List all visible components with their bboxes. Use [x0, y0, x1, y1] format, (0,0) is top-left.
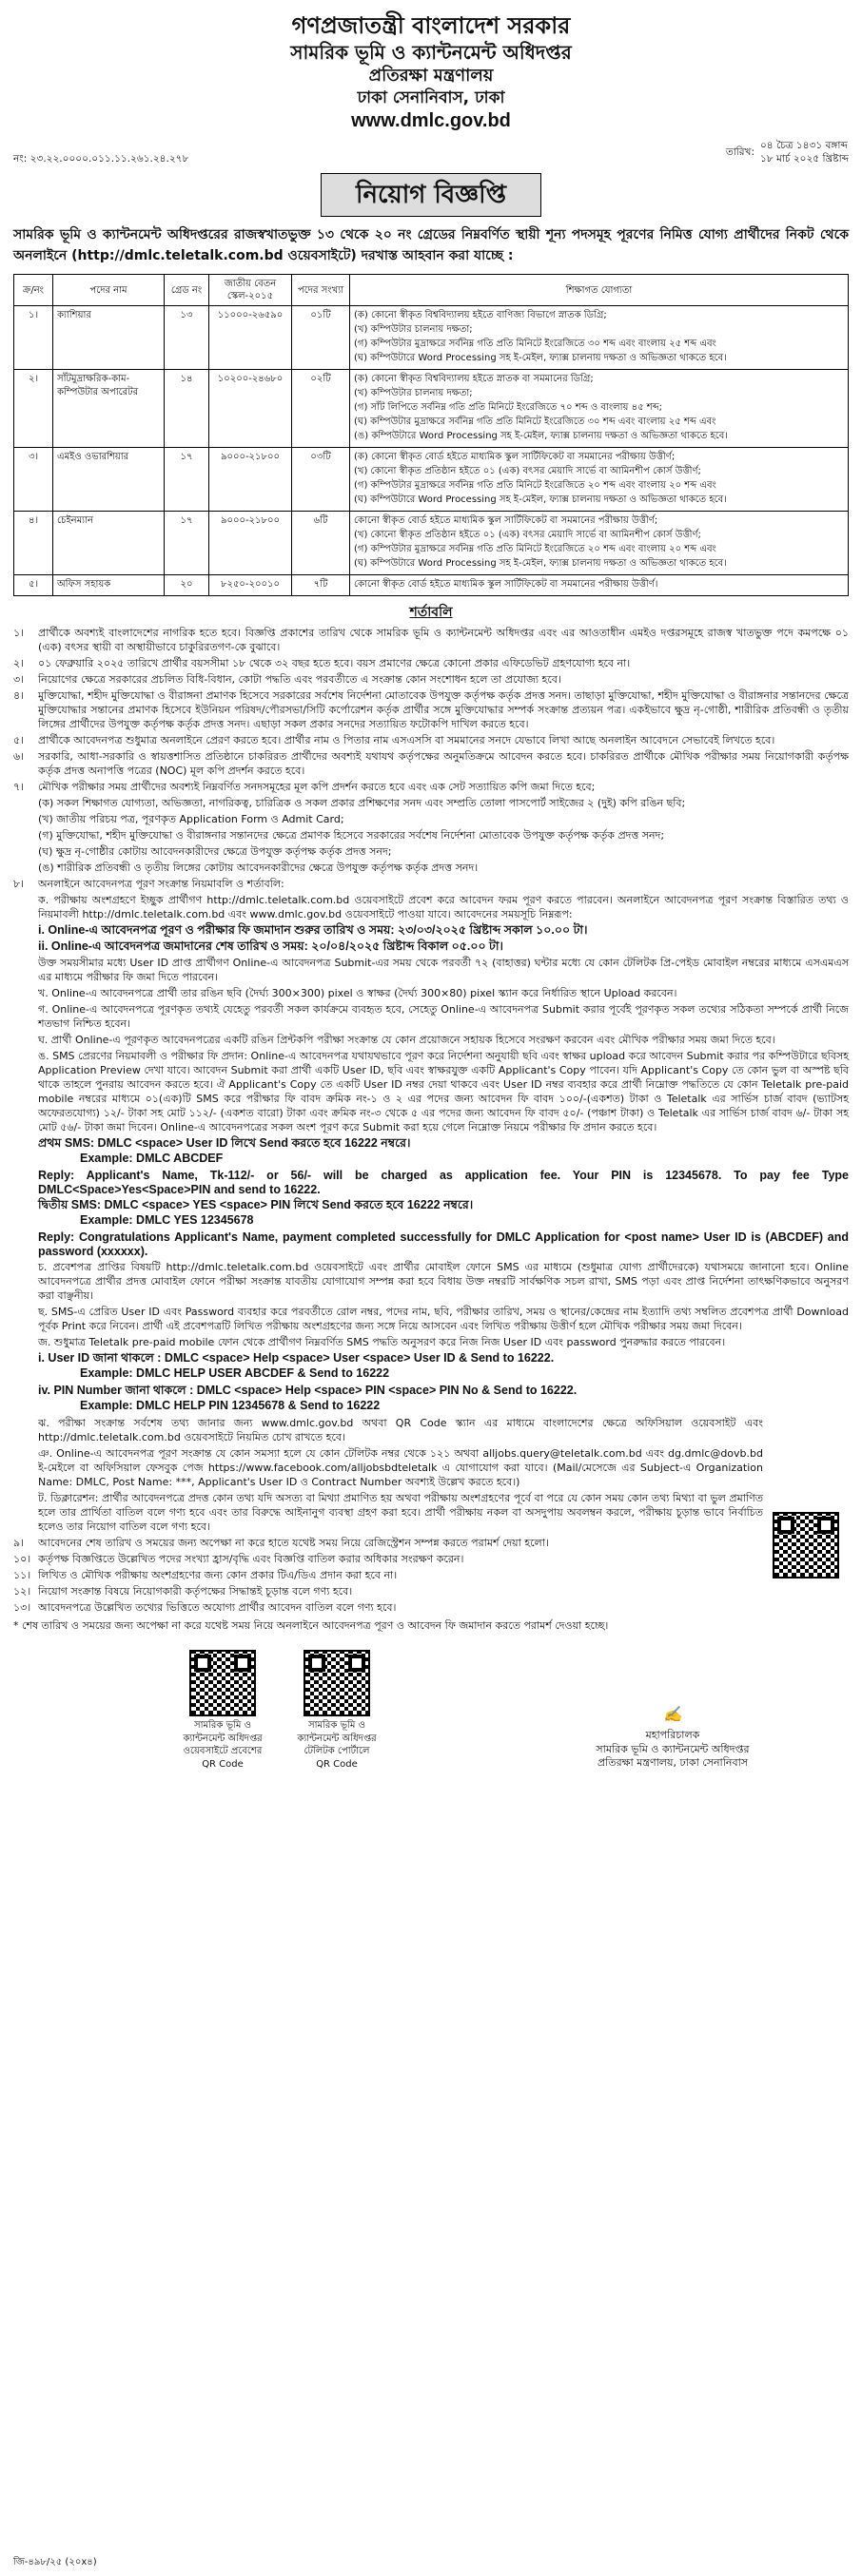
- help-user-example: Example: DMLC HELP USER ABCDEF & Send to 16222: [80, 1366, 390, 1381]
- term8-i: i. Online-এ আবেদনপত্র পূরণ ও পরীক্ষার ফি জমাদান শুরুর তারিখ ও সময়: ২৩/০৩/২০২৫ খ্রিষ্টাব্দ সকাল ১০.০০ টা।: [38, 923, 588, 938]
- header: [13, 11, 849, 133]
- cell-qualification: [350, 370, 849, 448]
- date-gregorian: ১৮ মার্চ ২০২৫ খ্রিষ্টাব্দ: [759, 153, 849, 165]
- cell-scale: ৯০০০-২১৮০০: [209, 512, 292, 575]
- qualification-item: (খ) কম্পিউটার চালনায় দক্ষতা;: [354, 388, 473, 399]
- sms-second: দ্বিতীয় SMS: DMLC <space> YES <space> PIN লিখে Send করতে হবে 16222 নম্বরে।: [38, 1198, 474, 1212]
- cell-serial: ৪।: [14, 512, 53, 575]
- closing-term-item: ৯। আবেদনের শেষ তারিখ ও সময়ের জন্য অপেক্ষা না করে হাতে যথেষ্ট সময় নিয়ে রেজিস্ট্রেশন সম্পন্ন করতে পরামর্শ দেয়া হলো।: [13, 1537, 549, 1550]
- qualification-item: (ঘ) কম্পিউটারে Word Processing সহ ই-মেইল, ফ্যাক্স চালনায় দক্ষতা ও অভিজ্ঞতা থাকতে হবে।: [354, 558, 727, 570]
- qr-code-icon[interactable]: [773, 1512, 839, 1579]
- sms-reply1: Reply: Applicant's Name, Tk-112/- or 56/- will be charged as application fee. Your PIN is 12345678. To pay fee Type DMLC<Space>Yes<Space>PIN and send to 16222.: [38, 1169, 849, 1197]
- qualification-item: (ঘ) কম্পিউটার মুদ্রাক্ষরে সর্বনিম্ন গতি প্রতি মিনিটে ইংরেজিতে ৩০ শব্দ এবং বাংলায় ২৫ শব্দ এবং: [354, 416, 716, 428]
- cell-post: চেইনম্যান: [53, 512, 165, 575]
- th-count: পদের সংখ্যা: [292, 275, 350, 306]
- cell-count: ৭টি: [292, 575, 350, 596]
- table-row: [14, 575, 849, 596]
- term8-c: গ. Online-এ আবেদনপত্রে পূরণকৃত তথ্যই যেহেতু পরবর্তী সকল কার্যক্রমে ব্যবহৃত হবে, সেহেতু Online-এ আবেদনপত্র Submit করার পূর্বেই পূরণকৃত সকল তথ্যের সঠিকতা সম্পর্কে প্রার্থী নিজে শতভাগ নিশ্চিত হবেন।: [38, 1003, 849, 1031]
- term-item: ৫। প্রার্থীকে আবেদনপত্র শুধুমাত্র অনলাইনে প্রেরণ করতে হবে। প্রার্থীর নাম ও পিতার নাম এসএসসি বা সমমানের সনদে যেভাবে লিখা আছে অনলাইন আবেদনে সেভাবেই লিখতে হবে।: [13, 734, 775, 747]
- date-label: তারিখ:: [725, 146, 754, 159]
- term8-b: খ. Online-এ আবেদনপত্রে প্রার্থী তার রঙিন ছবি (দৈর্ঘ্য 300×300) pixel ও স্বাক্ষর (দৈর্ঘ্য 300×80) pixel স্ক্যান করে নির্ধারিত স্থানে Upload করবেন।: [38, 987, 677, 1000]
- cell-count: ৬টি: [292, 512, 350, 575]
- cell-count: ০২টি: [292, 370, 350, 448]
- cell-post: এমইও ওভারশিয়ার: [53, 448, 165, 512]
- closing-term-item: ১১। লিখিত ও মৌখিক পরীক্ষায় অংশগ্রহণের জন্য কোন প্রকার টিএ/ডিএ প্রদান করা হবে না।: [13, 1569, 398, 1582]
- th-qualification: শিক্ষাগত যোগ্যতা: [350, 275, 849, 306]
- term-item: ২। ০১ ফেব্রুয়ারি ২০২৫ তারিখে প্রার্থীর বয়সসীমা ১৮ থেকে ৩২ বছর হতে হবে। বয়স প্রমাণের ক্ষেত্রে কোনো প্রকার এফিডেভিট গ্রহণযোগ্য হবে না।: [13, 657, 631, 670]
- cell-serial: ৩।: [14, 448, 53, 512]
- sign-dept: সামরিক ভূমি ও ক্যান্টনমেন্ট অধিদপ্তর: [596, 1742, 750, 1755]
- term7-sub-item: (ঙ) শারীরিক প্রতিবন্ধী ও তৃতীয় লিঙ্গের কোটায় আবেদনকারীদের ক্ষেত্রে উপযুক্ত কর্তৃপক্ষ কর্তৃক প্রদত্ত সনদ।: [38, 862, 479, 875]
- cell-grade: ১৭: [165, 512, 209, 575]
- sign-ministry: প্রতিরক্ষা মন্ত্রণালয়, ঢাকা সেনানিবাস: [597, 1756, 749, 1770]
- sms-first-example: Example: DMLC ABCDEF: [80, 1152, 224, 1166]
- term7-sub-item: (গ) মুক্তিযোদ্ধা, শহীদ মুক্তিযোদ্ধা ও বীরাঙ্গনার সন্তানদের ক্ষেত্রে প্রমাণক হিসেবে সরকারের সর্বশেষ নির্দেশনা মোতাবেক উপযুক্ত কর্তৃপক্ষ কর্তৃক প্রদত্ত সনদ;: [38, 829, 665, 843]
- ministry-name: প্রতিরক্ষা মন্ত্রণালয়: [368, 66, 494, 86]
- th-post: পদের নাম: [53, 275, 165, 306]
- term8-e: ঙ. SMS প্রেরণের নিয়মাবলী ও পরীক্ষার ফি প্রদান: Online-এ আবেদনপত্র যথাযথভাবে পূরণ করে নির্দেশনা অনুযায়ী ছবি এবং স্বাক্ষর upload করে আবেদন Submit করার পর কম্পিউটারে ছবিসহ Application Preview দেখা যাবে। আবেদন Submit করা প্রার্থী একটি User ID, ছবি এবং স্বাক্ষরযুক্ত একটি Applicant's Copy পাবেন। যদি Applicant's Copy তে কোন ভুল বা অস্পষ্ট ছবি থাকে তাহলে পুনরায় আবেদন করতে হবে। ঐ Applicant's Copy তে একটি User ID নম্বর দেয়া থাকবে এবং User ID নম্বর ব্যবহার করে প্রার্থী নিম্নোক্ত পদ্ধতিতে যে কোন Teletalk pre-paid mobile নম্বরের মাধ্যমে ০১(এক)টি SMS করে পরীক্ষার ফি বাবদ ক্রমিক নং-১ ও ২ এর পদের জন্য আবেদন ফি বাবদ ১০০/-(একশত) টাকা ও Teletalk এর সার্ভিস চার্জ বাবদ (ভ্যাটসহ অফেরতযোগ্য) ১২/- টাকা সহ মোট ১১২/- (একশত বারো) টাকা এবং ক্রমিক নং-৩ থেকে ৫ এর পদের জন্য আবেদন ফি বাবদ ৫০/- (পঞ্চাশ টাকা) ও Teletalk এর সার্ভিস চার্জ বাবদ ৬/- টাকা সহ মোট ৫৬/- টাকা জমা দিবেন। Online-এ আবেদনপত্রের সকল অংশ পূরণ করে Submit করা হয়ে গেলে নিম্নোক্ত নিয়মে পরীক্ষার ফি প্রদান করতে হবে।: [38, 1050, 849, 1134]
- closing-term-item: ১২। নিয়োগ সংক্রান্ত বিষয়ে নিয়োগকারী কর্তৃপক্ষের সিদ্ধান্তই চূড়ান্ত বলে গণ্য হবে।: [13, 1585, 353, 1598]
- cell-serial: ২।: [14, 370, 53, 448]
- final-note: * শেষ তারিখ ও সময়ের জন্য অপেক্ষা না করে যথেষ্ট সময় নিয়ে অনলাইনে আবেদনপত্র পূরণ ও আবেদন ফি জমাদান করতে পরামর্শ দেওয়া হচ্ছে।: [13, 1619, 609, 1633]
- term-item: ৭। মৌখিক পরীক্ষার সময় প্রার্থীদের অবশ্যই নিম্নবর্ণিত সনদসমূহের মূল কপি প্রদর্শন করতে হবে এবং এক সেট সত্যায়িত কপি জমা দিতে হবে;: [13, 781, 596, 794]
- qualification-item: (ঘ) কম্পিউটারে Word Processing সহ ই-মেইল, ফ্যাক্স চালনায় দক্ষতা ও অভিজ্ঞতা থাকতে হবে।: [354, 353, 727, 364]
- sms-second-example: Example: DMLC YES 12345678: [80, 1213, 254, 1228]
- qualification-item: (খ) কোনো স্বীকৃত প্রতিষ্ঠান হইতে ০১ (এক) বৎসর মেয়াদি সার্ভে বা আমিনশীপ কোর্স উত্তীর্ণ;: [354, 530, 701, 541]
- closing-terms: [13, 1536, 763, 1615]
- qr-block-teletalk: সামরিক ভূমি ও ক্যান্টনমেন্ট অধিদপ্তর টেলিটক পোর্টালে QR Code: [280, 1650, 394, 1771]
- qualification-item: (গ) কম্পিউটার মুদ্রাক্ষরে সর্বনিম্ন গতি প্রতি মিনিটে ইংরেজিতে ২০ শব্দ এবং বাংলায় ২০ শব্দ এবং: [354, 544, 716, 555]
- qualification-item: (খ) কোনো স্বীকৃত প্রতিষ্ঠান হইতে ০১ (এক) বৎসর মেয়াদি সার্ভে বা আমিনশীপ কোর্স উত্তীর্ণ;: [354, 466, 701, 477]
- term7-subs: [13, 796, 849, 875]
- cell-grade: ১৩: [165, 306, 209, 370]
- qualification-item: (গ) সাঁট লিপিতে সর্বনিম্ন গতি প্রতি মিনিটে ইংরেজিতে ৭০ শব্দ ও বাংলায় ৪৫ শব্দ;: [354, 402, 663, 414]
- footer: [13, 1650, 849, 1771]
- qualification-item: (ঘ) কম্পিউটারে Word Processing সহ ই-মেইল, ফ্যাক্স চালনায় দক্ষতা ও অভিজ্ঞতা থাকতে হবে।: [354, 494, 727, 506]
- term-item: ১। প্রার্থীকে অবশ্যই বাংলাদেশের নাগরিক হতে হবে। বিজ্ঞপ্তি প্রকাশের তারিখ থেকে সামরিক ভূমি ও ক্যান্টনমেন্ট অধিদপ্তর এবং এর আওতাধীন এমইও দপ্তরসমূহে রাজস্ব খাতভুক্ত পদে কমপক্ষে ০১ (এক) বৎসর স্থায়ী বা অস্থায়ীভাবে চাকুরিরতগণ-কে বুঝাবে।: [13, 627, 849, 654]
- closing-term-item: ১৩। আবেদনপত্রে উল্লেখিত তথ্যের ভিত্তিতে অযোগ্য প্রার্থীর আবেদন বাতিল বলে গণ্য হবে।: [13, 1601, 397, 1615]
- th-serial: ক্র/নং: [14, 275, 53, 306]
- side-qr-wrap: [773, 1416, 849, 1617]
- th-grade: গ্রেড নং: [165, 275, 209, 306]
- term8-nio: ঞ. Online-এ আবেদনপত্র পূরণ সংক্রান্ত যে কোন সমস্যা হলে যে কোন টেলিটক নম্বর থেকে ১২১ অথবা alljobs.query@teletalk.com.bd এবং dg.dmlc@dovb.bd ই-মেইলে বা অফিসিয়াল ফেসবুক পেজ https://www.facebook.com/alljobsbdteletalk এ যোগাযোগ করা যাবে। (Mail/মেসেজে এর Subject-এ Organization Name: DMLC, Post Name: ***, Applicant's User ID ও Contract Number অবশ্যই উল্লেখ করতে হবে।): [38, 1447, 763, 1489]
- government-name: গণপ্রজাতন্ত্রী বাংলাদেশ সরকার: [291, 12, 571, 39]
- sign-title: মহাপরিচালক: [645, 1728, 700, 1741]
- cell-post: ক্যাশিয়ার: [53, 306, 165, 370]
- term8-a: ক. পরীক্ষায় অংশগ্রহণে ইচ্ছুক প্রার্থীগণ http://dmlc.teletalk.com.bd ওয়েবসাইটে প্রবেশ করে আবেদন ফরম পূরণ করতে পারবেন। অনলাইনে আবেদনপত্র পূরণ সংক্রান্ত বিস্তারিত তথ্য ও নিয়মাবলী http://dmlc.teletalk.com.bd এবং www.dmlc.gov.bd ওয়েবসাইটে পাওয়া যাবে। আবেদনের সময়সূচি নিম্নরূপ:: [38, 894, 849, 921]
- cell-post: অফিস সহায়ক: [53, 575, 165, 596]
- term8-ch: চ. প্রবেশপত্র প্রাপ্তির বিষয়টি http://dmlc.teletalk.com.bd ওয়েবসাইটে এবং প্রার্থীর মোবাইল ফোনে SMS এর মাধ্যমে (শুধুমাত্র যোগ্য প্রার্থীদেরকে) যথাসময়ে জানানো হবে। Online আবেদনপত্রে প্রার্থীর প্রদত্ত মোবাইল ফোনে পরীক্ষা সংক্রান্ত যাবতীয় যোগাযোগ সম্পন্ন করা হবে বিধায় উক্ত নম্বরটি সার্বক্ষণিক সচল রাখা, SMS পড়া এবং প্রাপ্ত নির্দেশনা তাৎক্ষণিকভাবে অনুসরণ করা বাঞ্ছনীয়।: [38, 1261, 849, 1303]
- term8-jh: ঝ. পরীক্ষা সংক্রান্ত সর্বশেষ তথ্য জানার জন্য www.dmlc.gov.bd অথবা QR Code স্ক্যান এর মাধ্যমে বাংলাদেশের ক্ষেত্রে অফিসিয়াল ওয়েবসাইট এবং http://dmlc.teletalk.com.bd ওয়েবসাইটে নিয়মিত চোখ রাখতে হবে।: [38, 1417, 763, 1444]
- qualification-item: (গ) কম্পিউটার মুদ্রাক্ষরে সর্বনিম্ন গতি প্রতি মিনিটে ইংরেজিতে ২০ শব্দ এবং বাংলায় ২০ শব্দ এবং: [354, 480, 716, 492]
- intro-paragraph: সামরিক ভূমি ও ক্যান্টনমেন্ট অধিদপ্তরের রাজস্বখাতভুক্ত ১৩ থেকে ২০ নং গ্রেডের নিম্নবর্ণিত স্থায়ী শূন্য পদসমূহ পূরণের নিমিত্ত যোগ্য প্রার্থীদের নিকট থেকে অনলাইনে (http://dmlc.teletalk.com.bd ওয়েবসাইটে) দরখাস্ত আহবান করা যাচ্ছে :: [13, 227, 849, 264]
- qualification-item: (ক) কোনো স্বীকৃত বিশ্ববিদ্যালয় হইতে বাণিজ্য বিভাগে স্নাতক ডিগ্রি;: [354, 310, 607, 321]
- closing-term-item: ১০। কর্তৃপক্ষ বিজ্ঞপ্তিতে উল্লেখিত পদের সংখ্যা হ্রাস/বৃদ্ধি এবং বিজ্ঞপ্তি বাতিল করার অধিকার সংরক্ষণ করেন।: [13, 1553, 464, 1566]
- th-scale: জাতীয় বেতন স্কেল-২০১৫: [209, 275, 292, 306]
- memo-number: নং: ২৩.২২.০০০০.০১১.১১.২৬১.২৪.২৭৮: [13, 153, 189, 165]
- cell-grade: ১৪: [165, 370, 209, 448]
- terms-list: [13, 626, 849, 794]
- cell-grade: ১৭: [165, 448, 209, 512]
- cell-serial: ৫।: [14, 575, 53, 596]
- term7-sub-item: (ক) সকল শিক্ষাগত যোগ্যতা, অভিজ্ঞতা, নাগরিকত্ব, চারিত্রিক ও সকল প্রকার প্রশিক্ষণের সনদ এবং সম্প্রতি তোলা পাসপোর্ট সাইজের ২ (দুই) কপি রঙিন ছবি;: [38, 797, 686, 810]
- date-block: [726, 139, 849, 165]
- terms-section: [13, 626, 849, 1633]
- table-header-row: [14, 275, 849, 306]
- cell-post: সাঁটমুদ্রাক্ষরিক-কাম-কম্পিউটার অপারেটর: [53, 370, 165, 448]
- help-pin: iv. PIN Number জানা থাকলে : DMLC <space> Help <space> PIN <space> PIN No & Send to 16222.: [38, 1384, 578, 1398]
- notice-title: নিয়োগ বিজ্ঞপ্তি: [321, 173, 541, 217]
- term8-ii: ii. Online-এ আবেদনপত্র জমাদানের শেষ তারিখ ও সময়: ২০/০৪/২০২৫ খ্রিষ্টাব্দ বিকাল ০৫.০০ টা।: [38, 939, 503, 954]
- department-name: সামরিক ভূমি ও ক্যান্টনমেন্ট অধিদপ্তর: [290, 41, 572, 64]
- term8-j: জ. শুধুমাত্র Teletalk pre-paid mobile ফোন থেকে প্রার্থীগণ নিম্নবর্ণিত SMS পদ্ধতি অনুসরণ করে নিজ নিজ User ID এবং password পুনরুদ্ধার করতে পারবেন।: [38, 1336, 726, 1349]
- posts-body: [14, 306, 849, 596]
- table-row: [14, 448, 849, 512]
- reference-code: জি-৪৯৮/২৫ (২০x৪): [13, 2556, 97, 2567]
- table-row: [14, 306, 849, 370]
- qr-code-icon[interactable]: [304, 1650, 370, 1716]
- qualification-item: (গ) কম্পিউটার মুদ্রাক্ষরে সর্বনিম্ন গতি প্রতি মিনিটে ইংরেজিতে ৩০ শব্দ এবং বাংলায় ২৫ শব্দ এবং: [354, 339, 716, 350]
- qualification-item: (ঙ) কম্পিউটারে Word Processing সহ ই-মেইল, ফ্যাক্স চালনায় দক্ষতা ও অভিজ্ঞতা থাকতে হবে।: [354, 431, 728, 442]
- term8-note: উক্ত সময়সীমার মধ্যে User ID প্রাপ্ত প্রার্থীগণ Online-এ আবেদনপত্র Submit-এর সময় থেকে পরবর্তী ৭২ (বাহাত্তর) ঘন্টার মধ্যে যে কোন টেলিটক প্রি-পেইড মোবাইল নম্বরের মাধ্যমে এসএমএস এর মাধ্যমে পরীক্ষার ফি জমা দিতে পারবেন।: [38, 957, 849, 984]
- help-pin-example: Example: DMLC HELP PIN 12345678 & Send to 16222: [80, 1399, 381, 1413]
- qualification-item: কোনো স্বীকৃত বোর্ড হইতে মাধ্যমিক স্কুল সার্টিফিকেট বা সমমানের পরীক্ষায় উত্তীর্ণ;: [354, 515, 658, 527]
- cell-scale: ৯০০০-২১৮০০: [209, 448, 292, 512]
- term-item: ৩। নিয়োগের ক্ষেত্রে সরকারের প্রচলিত বিধি-বিধান, কোটা পদ্ধতি এবং পরবর্তীতে এ সংক্রান্ত কোন সংশোধন হলে তা প্রযোজ্য হবে।: [13, 673, 561, 687]
- term8-chh: ছ. SMS-এ প্রেরিত User ID এবং Password ব্যবহার করে পরবর্তীতে রোল নম্বর, পদের নাম, ছবি, পরীক্ষার তারিখ, সময় ও স্থানের/কেন্দ্রের নাম ইত্যাদি তথ্য সম্বলিত প্রবেশপত্র প্রার্থী Download পূর্বক Print করে নিবেন। প্রার্থী এই প্রবেশপত্রটি লিখিত পরীক্ষায় অংশগ্রহণের জন্য সঙ্গে নিয়ে আসবেন এবং লিখিত পরীক্ষায় উত্তীর্ণ হলে মৌখিক পরীক্ষার সময় জমা দিবেন।: [38, 1306, 849, 1333]
- sms-reply2: Reply: Congratulations Applicant's Name, payment completed successfully for DMLC Application for <post name> User ID is (ABCDEF) and password (xxxxxx).: [38, 1230, 849, 1259]
- term-item: ৬। সরকারি, আধা-সরকারি ও স্বায়ত্তশাসিত প্রতিষ্ঠানে চাকরিরত প্রার্থীদের অবশ্যই যথাযথ কর্তৃপক্ষের অনুমতিক্রমে আবেদন করতে হবে। চাকরিরত প্রার্থীকে মৌখিক পরীক্ষার সময় নিয়োগকারী কর্তৃপক্ষ কর্তৃক প্রদত্ত অনাপত্তি পত্রের (NOC) মূল কপি প্রদর্শন করতে হবে।: [13, 750, 849, 778]
- terms-with-qr: [13, 1416, 849, 1617]
- qualification-item: (ক) কোনো স্বীকৃত বিশ্ববিদ্যালয় হইতে স্নাতক বা সমমানের ডিগ্রি;: [354, 374, 594, 385]
- cell-scale: ১০২০০-২৪৬৮০: [209, 370, 292, 448]
- qualification-item: (ক) কোনো স্বীকৃত বোর্ড হইতে মাধ্যমিক স্কুল সার্টিফিকেট বা সমমানের পরীক্ষায় উত্তীর্ণ;: [354, 452, 676, 463]
- term7-sub-item: (ঘ) ক্ষুদ্র নৃ-গোষ্ঠীর কোটায় আবেদনকারীদের ক্ষেত্রে উপযুক্ত কর্তৃপক্ষ কর্তৃক প্রদত্ত সনদ;: [38, 845, 392, 859]
- cell-count: ০৩টি: [292, 448, 350, 512]
- cell-scale: ৮২৫০-২০০১০: [209, 575, 292, 596]
- term7-sub-item: (খ) জাতীয় পরিচয় পত্র, পূরণকৃত Application Form ও Admit Card;: [38, 813, 344, 826]
- cell-qualification: [350, 448, 849, 512]
- memo-row: [13, 139, 849, 165]
- table-row: [14, 512, 849, 575]
- signature-mark: ✍: [663, 1704, 682, 1723]
- signature-block: [563, 1704, 782, 1772]
- cell-grade: ২০: [165, 575, 209, 596]
- cell-scale: ১১০০০-২৬৫৯০: [209, 306, 292, 370]
- term-item: ৪। মুক্তিযোদ্ধা, শহীদ মুক্তিযোদ্ধা ও বীরাঙ্গনা প্রমাণক হিসেবে সরকারের সর্বশেষ নির্দেশনা মোতাবেক উপযুক্ত কর্তৃপক্ষ কর্তৃক প্রদত্ত সনদ। তাছাড়া মুক্তিযোদ্ধা, শহীদ মুক্তিযোদ্ধা ও বীরাঙ্গনার সন্তানদের ক্ষেত্রে মুক্তিযোদ্ধার সন্তানের প্রমাণক হিসেবে ইউনিয়ন পরিষদ/পৌরসভা/সিটি কর্পোরেশন কর্তৃক প্রার্থীর সঙ্গে মুক্তিযোদ্ধার সম্পর্ক সংক্রান্ত প্রত্যয়ন পত্র। একইভাবে ক্ষুদ্র নৃ-গোষ্ঠী, শারীরিক প্রতিবন্ধী ও তৃতীয় লিঙ্গের প্রার্থীদের উপযুক্ত কর্তৃপক্ষ কর্তৃক প্রদত্ত সনদ। এছাড়া সকল প্রকার সনদের সত্যায়িত ফটোকপি দাখিল করতে হবে।: [13, 689, 849, 731]
- cell-qualification: [350, 306, 849, 370]
- qr-code-icon[interactable]: [189, 1650, 256, 1716]
- terms-title: শর্তাবলি: [409, 605, 453, 621]
- term8-d: ঘ. প্রার্থী Online-এ পূরণকৃত আবেদনপত্রের একটি রঙিন প্রিন্টকপি পরীক্ষা সংক্রান্ত যে কোন প্রয়োজনে সহায়ক হিসেবে সংরক্ষণ করবেন এবং মৌখিক পরীক্ষার সময় জমা দিতে হবে।: [38, 1034, 775, 1047]
- cell-qualification: [350, 512, 849, 575]
- city-name: ঢাকা সেনানিবাস, ঢাকা: [357, 88, 505, 107]
- help-user: i. User ID জানা থাকলে : DMLC <space> Help <space> User <space> User ID & Send to 16222.: [38, 1351, 555, 1365]
- cell-qualification: [350, 575, 849, 596]
- qualification-item: (খ) কম্পিউটার চালনায় দক্ষতা;: [354, 324, 473, 336]
- posts-table: [13, 274, 849, 596]
- qualification-item: কোনো স্বীকৃত বোর্ড হইতে মাধ্যমিক স্কুল সার্টিফিকেট বা সমমানের পরীক্ষায় উত্তীর্ণ।: [354, 579, 658, 591]
- date-bangla: ০৪ চৈত্র ১৪৩১ বঙ্গাব্দ: [759, 140, 848, 151]
- cell-count: ০১টি: [292, 306, 350, 370]
- website-link[interactable]: www.dmlc.gov.bd: [351, 110, 511, 131]
- term8-t: ট. ডিক্লারেশন: প্রার্থীর আবেদনপত্রে প্রদত্ত কোন তথ্য যদি অসত্য বা মিথ্যা প্রমাণিত হয় অথবা পরীক্ষায় অংশগ্রহণের পূর্বে বা পরে যে কোন সময় কোন তথ্য মিথ্যা বা ভুল প্রমাণিত হলে তার প্রার্থিতা বাতিল বলে গণ্য হবে এবং তার বিরুদ্ধে আইনানুগ ব্যবস্থা গ্রহণ করা হবে। প্রার্থী পরীক্ষায় নকল বা অসদুপায় অবলম্বন করলে, পরীক্ষায় চূড়ান্ত ভাবে নির্বাচিত হলেও তার নিয়োগ বাতিল বলে গণ্য হবে।: [38, 1492, 763, 1534]
- table-row: [14, 370, 849, 448]
- cell-serial: ১।: [14, 306, 53, 370]
- sms-first: প্রথম SMS: DMLC <space> User ID লিখে Send করতে হবে 16222 নম্বরে।: [38, 1136, 411, 1151]
- term-8: ৮। অনলাইনে আবেদনপত্র পূরণ সংক্রান্ত নিয়মাবলি ও শর্তাবলি:: [13, 878, 284, 891]
- qr-block-website: সামরিক ভূমি ও ক্যান্টনমেন্ট অধিদপ্তর ওয়েবসাইটে প্রবেশের QR Code: [166, 1650, 280, 1771]
